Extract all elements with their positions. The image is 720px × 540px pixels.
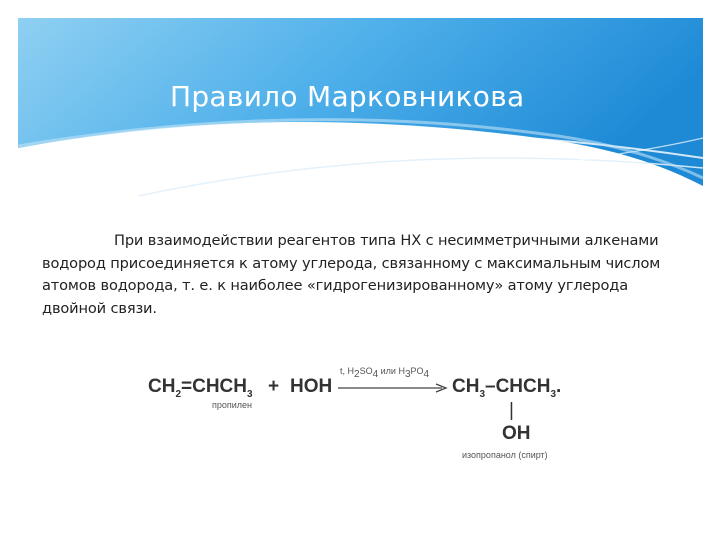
slide-title: Правило Марковникова	[170, 80, 525, 113]
reaction-arrow-icon	[338, 382, 448, 394]
hydroxyl-group: OH	[502, 423, 531, 444]
branch-bond: |	[509, 400, 514, 421]
reaction-conditions: t, $H_2SO_4$ или $H_3PO_4$	[340, 366, 430, 380]
product-name: изопропанол (спирт)	[462, 450, 548, 460]
product-isopropanol-formula: $CH_3-CHCH_3$.	[452, 376, 562, 400]
plus-sign: +	[268, 376, 280, 397]
rule-description: При взаимодействии реагентов типа НХ с несимметричными алкенами водород присоединяется к атому углерода, связанному с максимальным числом атомов водорода, т. е. к наиболее «гидрогенизированному» атому углерода двойной связи.	[42, 232, 661, 317]
reactant-name: пропилен	[212, 400, 253, 410]
water-formula: HOH	[290, 376, 333, 397]
reactant-propylene-formula: $CH_2=CHCH_3$	[148, 376, 253, 400]
